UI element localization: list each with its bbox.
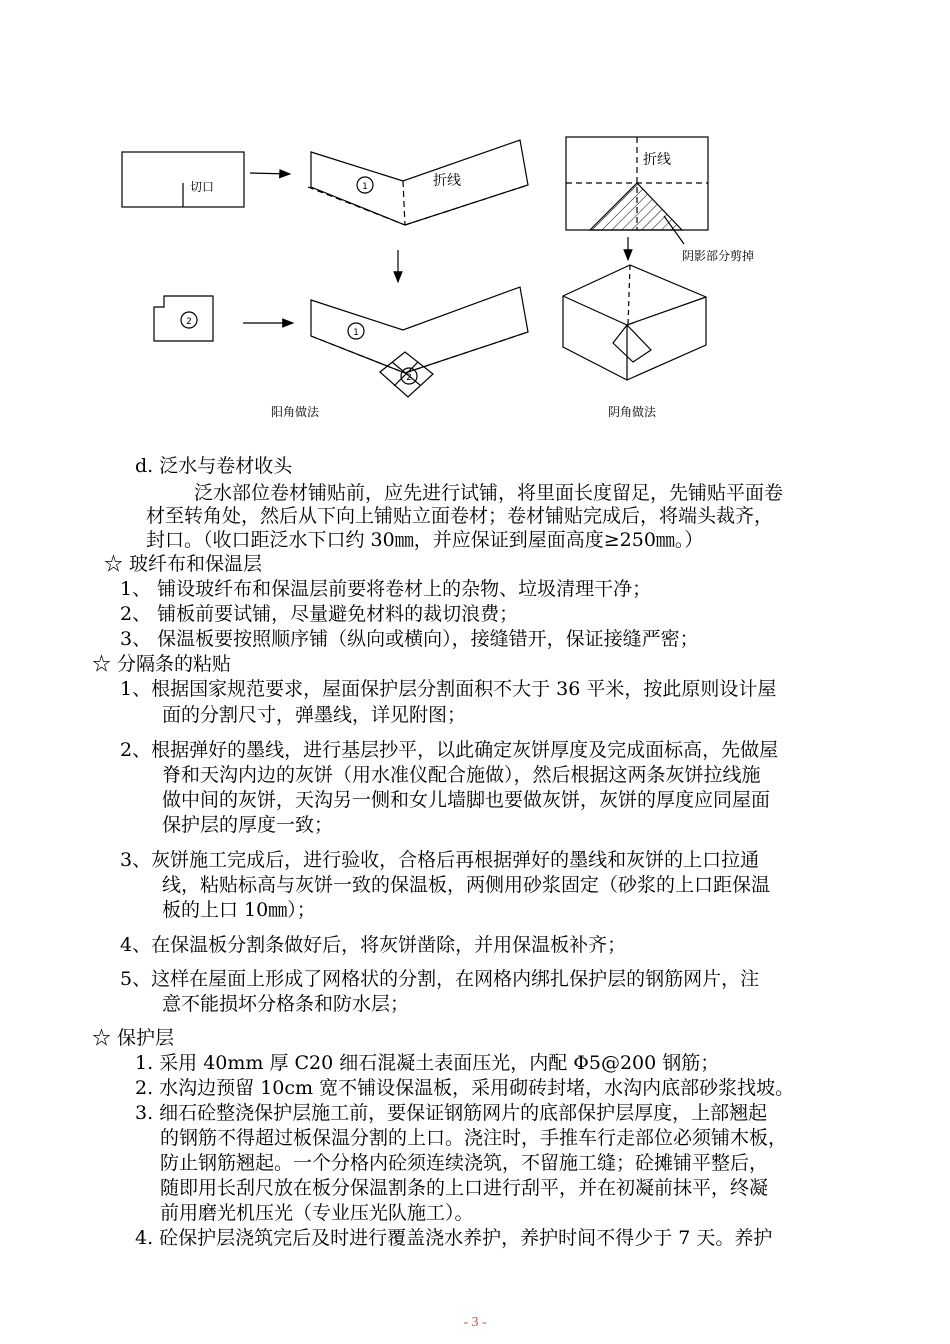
- list-item-continuation: 脊和天沟内边的灰饼（用水准仪配合施做），然后根据这两条灰饼拉线施: [162, 764, 761, 786]
- list-item-continuation: 做中间的灰饼，天沟另一侧和女儿墙脚也要做灰饼，灰饼的厚度应同屋面: [162, 789, 771, 811]
- list-item-continuation: 保护层的厚度一致；: [162, 814, 334, 836]
- corner-detail-figure: [0, 0, 950, 440]
- list-item: 2、根据弹好的墨线，进行基层抄平，以此确定灰饼厚度及完成面标高，先做屋: [120, 739, 779, 761]
- external-corner-sheet-1: [311, 140, 528, 225]
- circled-number-label: 1: [353, 328, 359, 338]
- fold-label-left: 折线: [433, 173, 461, 189]
- list-item-continuation: 的钢筋不得超过板保温分割的上口。浇注时，手推车行走部位必须铺木板，: [160, 1127, 788, 1149]
- heading-d-flashing: d. 泛水与卷材收头: [135, 455, 293, 477]
- list-item-continuation: 防止钢筋翘起。一个分格内砼须连续浇筑，不留施工缝；砼摊铺平整后，: [160, 1152, 769, 1174]
- list-item-continuation: 面的分割尺寸，弹墨线，详见附图；: [162, 704, 467, 726]
- section-heading-protective-layer: ☆ 保护层: [92, 1027, 175, 1049]
- list-item: 1、根据国家规范要求，屋面保护层分割面积不大于 36 平米，按此原则设计屋: [120, 678, 777, 700]
- page-number: - 3 -: [463, 1315, 487, 1330]
- paragraph-line: 泛水部位卷材铺贴前，应先进行试铺，将里面长度留足，先铺贴平面卷: [194, 482, 784, 504]
- caption-external-corner: 阳角做法: [271, 405, 320, 419]
- fold-label-right: 折线: [643, 152, 671, 168]
- list-item: 3. 细石砼整浇保护层施工前，要保证钢筋网片的底部保护层厚度，上部翘起: [135, 1102, 768, 1124]
- list-item-continuation: 意不能损坏分格条和防水层；: [162, 993, 410, 1015]
- paragraph-line: 材至转角处，然后从下向上铺贴立面卷材；卷材铺贴完成后，将端头裁齐，: [146, 505, 774, 527]
- list-item: 4、在保温板分割条做好后，将灰饼凿除，并用保温板补齐；: [120, 934, 627, 956]
- list-item: 4. 砼保护层浇筑完后及时进行覆盖浇水养护，养护时间不得少于 7 天。养护: [135, 1227, 773, 1249]
- list-item: 1. 采用 40mm 厚 C20 细石混凝土表面压光，内配 Φ5@200 钢筋；: [135, 1052, 720, 1074]
- cut-label: 切口: [190, 180, 215, 194]
- list-item: 3、灰饼施工完成后，进行验收，合格后再根据弹好的墨线和灰饼的上口拉通: [120, 849, 760, 871]
- list-item-continuation: 随即用长刮尺放在板分保温割条的上口进行刮平，并在初凝前抹平，终凝: [160, 1177, 769, 1199]
- list-item: 2、 铺板前要试铺，尽量避免材料的裁切浪费；: [120, 603, 519, 625]
- shade-label: 阴影部分剪掉: [682, 249, 755, 263]
- section-heading-fiberglass: ☆ 玻纤布和保温层: [104, 553, 263, 575]
- list-item: 3、 保温板要按照顺序铺（纵向或横向），接缝错开，保证接缝严密；: [120, 628, 699, 650]
- paragraph-line: 封口。（收口距泛水下口约 30㎜，并应保证到屋面高度≥250㎜。）: [146, 529, 704, 551]
- list-item-continuation: 线，粘贴标高与灰饼一致的保温板，两侧用砂浆固定（砂浆的上口距保温: [162, 874, 771, 896]
- patch-sheet: [154, 296, 213, 341]
- caption-internal-corner: 阴角做法: [608, 405, 657, 419]
- list-item-continuation: 板的上口 10㎜）；: [162, 899, 316, 921]
- corner-detail-drawing: [0, 0, 950, 440]
- list-item: 5、这样在屋面上形成了网格状的分割，在网格内绑扎保护层的钢筋网片，注: [120, 968, 760, 990]
- circled-number-label: 2: [186, 317, 192, 327]
- list-item: 2. 水沟边预留 10cm 宽不铺设保温板，采用砌砖封堵，水沟内底部砂浆找坡。: [135, 1077, 795, 1099]
- circled-number-label: 2: [406, 373, 412, 383]
- external-corner-sheet-2: [311, 287, 528, 373]
- list-item: 1、 铺设玻纤布和保温层前要将卷材上的杂物、垃圾清理干净；: [120, 578, 652, 600]
- section-heading-divider-strips: ☆ 分隔条的粘贴: [92, 653, 232, 675]
- circled-number-label: 1: [362, 182, 368, 192]
- list-item-continuation: 前用磨光机压光（专业压光队施工）。: [160, 1202, 474, 1224]
